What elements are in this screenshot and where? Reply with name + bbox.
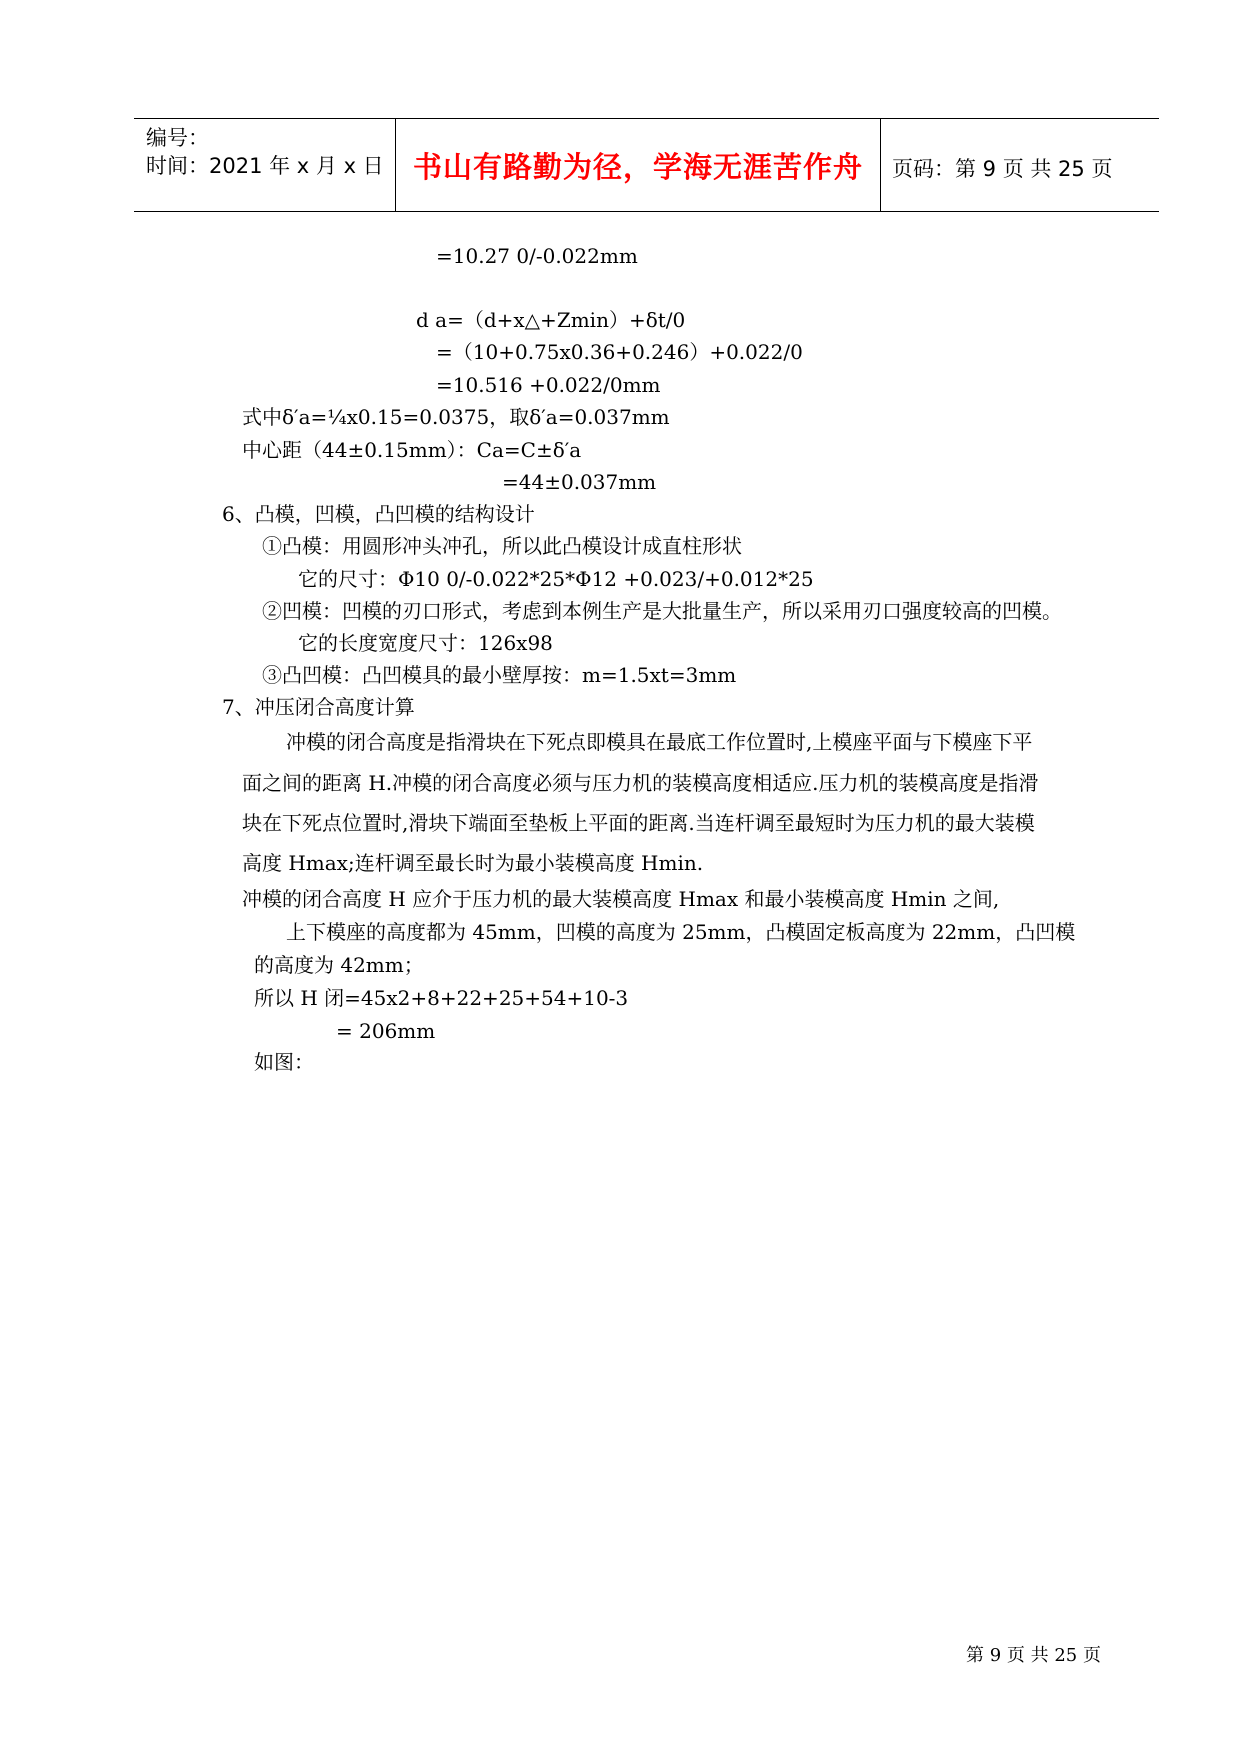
formula-line: d a=（d+x△+Zmin）+δt/0 [416, 308, 686, 332]
text-line: 中心距（44±0.15mm）：Ca=C±δ′a [242, 438, 582, 462]
formula-line: =10.516 +0.022/0mm [436, 373, 661, 397]
time-label: 时间：2021 年 x 月 x 日 [146, 154, 384, 178]
section-heading: 6、凸模，凹模，凸凹模的结构设计 [222, 502, 535, 526]
formula-line: =10.27 0/-0.022mm [436, 244, 638, 268]
serial-label: 编号： [146, 126, 209, 150]
header-divider-right [880, 118, 881, 211]
paragraph-line: 块在下死点位置时,滑块下端面至垫板上平面的距离.当连杆调至最短时为压力机的最大装模 [242, 811, 1035, 835]
paragraph-line: 的高度为 42mm； [254, 953, 424, 977]
text-line: 它的尺寸：Φ10 0/-0.022*25*Φ12 +0.023/+0.012*25 [298, 567, 814, 591]
text-line: 它的长度宽度尺寸：126x98 [298, 631, 553, 655]
page-indicator: 页码：第 9 页 共 25 页 [892, 157, 1113, 181]
paragraph-line: 上下模座的高度都为 45mm，凹模的高度为 25mm，凸模固定板高度为 22mm，凸凹模 [286, 920, 1076, 944]
header-top-rule [134, 118, 1159, 119]
footer-page-number: 第 9 页 共 25 页 [966, 1645, 1101, 1666]
section-heading: 7、冲压闭合高度计算 [222, 695, 415, 719]
formula-line: = 206mm [336, 1019, 436, 1043]
list-item: ①凸模：用圆形冲头冲孔，所以此凸模设计成直柱形状 [262, 534, 742, 558]
formula-line: 所以 H 闭=45x2+8+22+25+54+10-3 [254, 986, 629, 1010]
paragraph-line: 面之间的距离 H.冲模的闭合高度必须与压力机的装模高度相适应.压力机的装模高度是指滑 [242, 771, 1039, 795]
paragraph-line: 冲模的闭合高度是指滑块在下死点即模具在最底工作位置时,上模座平面与下模座下平 [286, 730, 1033, 754]
motto-title: 书山有路勤为径，学海无涯苦作舟 [412, 150, 863, 184]
formula-line: =（10+0.75x0.36+0.246）+0.022/0 [436, 340, 803, 364]
list-item: ②凹模：凹模的刃口形式，考虑到本例生产是大批量生产，所以采用刃口强度较高的凹模。 [262, 599, 1062, 623]
text-line: 如图： [254, 1050, 314, 1074]
text-line: 式中δ′a=¼x0.15=0.0375，取δ′a=0.037mm [242, 405, 670, 429]
paragraph-line: 冲模的闭合高度 H 应介于压力机的最大装模高度 Hmax 和最小装模高度 Hmin 之间, [242, 887, 1000, 911]
header-bottom-rule [134, 211, 1159, 212]
list-item: ③凸凹模：凸凹模具的最小壁厚按：m=1.5xt=3mm [262, 663, 737, 687]
paragraph-line: 高度 Hmax;连杆调至最长时为最小装模高度 Hmin. [242, 851, 704, 875]
formula-line: =44±0.037mm [502, 470, 657, 494]
